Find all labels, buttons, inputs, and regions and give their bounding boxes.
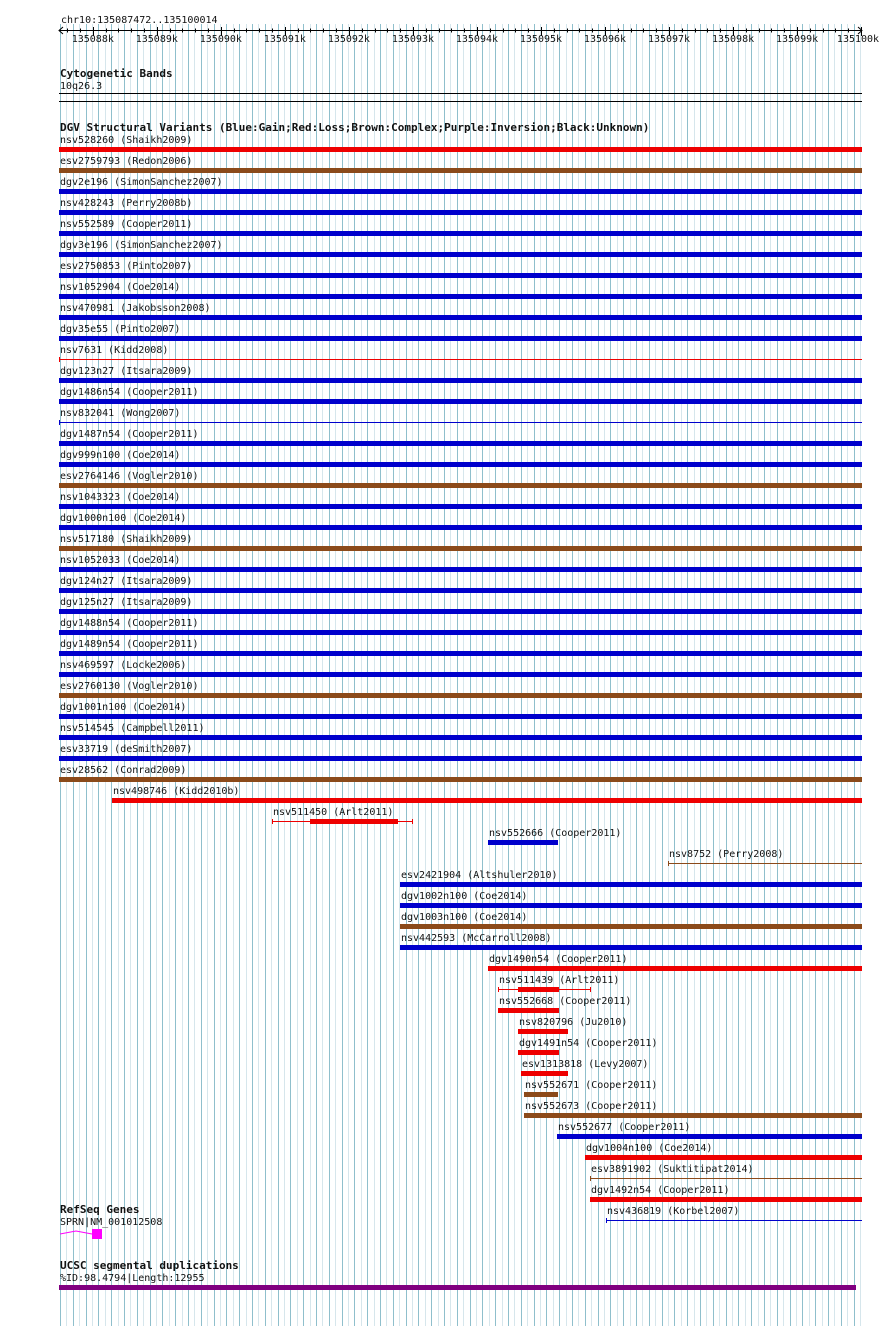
variant-bar[interactable] <box>59 359 862 360</box>
variant-label[interactable]: esv2421904 (Altshuler2010) <box>401 870 558 881</box>
segdup-track-title[interactable]: UCSC segmental duplications <box>60 1259 239 1272</box>
variant-bar[interactable] <box>59 168 862 173</box>
variant-label[interactable]: esv3891902 (Suktitipat2014) <box>591 1164 754 1175</box>
variant-bar[interactable] <box>59 588 862 593</box>
variant-label[interactable]: nsv469597 (Locke2006) <box>60 660 187 671</box>
coordinate-ruler <box>0 0 890 50</box>
cyto-band-bottom-line <box>59 101 862 102</box>
refseq-intron-line <box>60 1231 92 1234</box>
variant-label[interactable]: nsv7631 (Kidd2008) <box>60 345 169 356</box>
ruler-tick-label: 135097k <box>647 34 691 45</box>
variant-label[interactable]: dgv1000n100 (Coe2014) <box>60 513 187 524</box>
variant-bar[interactable] <box>59 399 862 404</box>
variant-label[interactable]: nsv1052904 (Coe2014) <box>60 282 181 293</box>
variant-label[interactable]: nsv1052033 (Coe2014) <box>60 555 181 566</box>
ruler-tick-label: 135099k <box>776 34 819 45</box>
variant-bar[interactable] <box>59 504 862 509</box>
variant-label[interactable]: nsv1043323 (Coe2014) <box>60 492 181 503</box>
variant-label[interactable]: nsv552673 (Cooper2011) <box>525 1101 658 1112</box>
variant-label[interactable]: dgv125n27 (Itsara2009) <box>60 597 193 608</box>
variant-label[interactable]: dgv1486n54 (Cooper2011) <box>60 387 199 398</box>
ruler-tick-label: 135088k <box>71 34 114 45</box>
refseq-track-title[interactable]: RefSeq Genes <box>60 1203 140 1216</box>
variant-label[interactable]: nsv514545 (Campbell2011) <box>60 723 205 734</box>
refseq-gene-label[interactable]: SPRN|NM_001012508 <box>60 1217 163 1228</box>
cyto-band-top-line <box>59 93 862 94</box>
variant-label[interactable]: nsv552671 (Cooper2011) <box>525 1080 658 1091</box>
variant-bar[interactable] <box>524 1113 862 1118</box>
variant-bar[interactable] <box>59 714 862 719</box>
variant-label[interactable]: nsv552668 (Cooper2011) <box>499 996 632 1007</box>
variant-bar[interactable] <box>59 525 862 530</box>
variant-label[interactable]: dgv2e196 (SimonSanchez2007) <box>60 177 223 188</box>
cyto-band-label: 10q26.3 <box>60 81 103 92</box>
variant-bar[interactable] <box>59 609 862 614</box>
variant-bar[interactable] <box>590 1178 862 1179</box>
variant-label[interactable]: esv33719 (deSmith2007) <box>60 744 193 755</box>
variant-bar[interactable] <box>59 252 862 257</box>
ruler-tick-label: 135090k <box>199 34 242 45</box>
variant-bar[interactable] <box>400 924 862 929</box>
variant-bar[interactable] <box>59 630 862 635</box>
variant-bar[interactable] <box>518 1029 568 1034</box>
variant-label[interactable]: dgv3e196 (SimonSanchez2007) <box>60 240 223 251</box>
variant-bar-end-cap <box>590 1176 591 1181</box>
variant-bar[interactable] <box>518 987 559 992</box>
variant-label[interactable]: esv2750853 (Pinto2007) <box>60 261 193 272</box>
variant-label[interactable]: dgv999n100 (Coe2014) <box>60 450 181 461</box>
variant-bar[interactable] <box>59 273 862 278</box>
variant-label[interactable]: nsv552589 (Cooper2011) <box>60 219 193 230</box>
variant-bar[interactable] <box>668 863 862 864</box>
variant-label[interactable]: nsv8752 (Perry2008) <box>669 849 784 860</box>
variant-bar[interactable] <box>59 567 862 572</box>
variant-bar[interactable] <box>498 1008 559 1013</box>
variant-label[interactable]: nsv498746 (Kidd2010b) <box>113 786 240 797</box>
variant-bar[interactable] <box>59 546 862 551</box>
variant-bar[interactable] <box>59 210 862 215</box>
variant-bar[interactable] <box>59 231 862 236</box>
variant-bar[interactable] <box>59 315 862 320</box>
variant-bar[interactable] <box>400 945 862 950</box>
variant-label[interactable]: nsv511439 (Arlt2011) <box>499 975 620 986</box>
variant-label[interactable]: dgv1004n100 (Coe2014) <box>586 1143 713 1154</box>
variant-label[interactable]: dgv1490n54 (Cooper2011) <box>489 954 628 965</box>
variant-bar[interactable] <box>488 840 558 845</box>
variant-bar-end-cap <box>606 1218 607 1223</box>
variant-label[interactable]: nsv832041 (Wong2007) <box>60 408 181 419</box>
variant-label[interactable]: esv1313818 (Levy2007) <box>522 1059 649 1070</box>
variant-bar[interactable] <box>59 735 862 740</box>
segdup-label[interactable]: %ID:98.4794|Length:12955 <box>60 1273 205 1284</box>
variant-bar[interactable] <box>59 189 862 194</box>
ruler-tick-label: 135094k <box>455 34 499 45</box>
variant-label[interactable]: nsv552666 (Cooper2011) <box>489 828 622 839</box>
ruler-tick-label: 135092k <box>327 34 370 45</box>
variant-label[interactable]: nsv517180 (Shaikh2009) <box>60 534 193 545</box>
variant-label[interactable]: dgv1489n54 (Cooper2011) <box>60 639 199 650</box>
variant-bar[interactable] <box>585 1155 862 1160</box>
variant-bar[interactable] <box>521 1071 568 1076</box>
variant-bar-end-cap <box>59 357 60 362</box>
variant-bar-end-cap <box>498 987 499 992</box>
variant-bar-end-cap <box>590 987 591 992</box>
refseq-exon-box <box>92 1229 102 1239</box>
segdup-bar[interactable] <box>59 1285 856 1290</box>
variant-label[interactable]: esv2764146 (Vogler2010) <box>60 471 199 482</box>
variant-bar[interactable] <box>59 672 862 677</box>
cyto-track-title[interactable]: Cytogenetic Bands <box>60 67 173 80</box>
variant-label[interactable]: nsv442593 (McCarroll2008) <box>401 933 552 944</box>
variant-label[interactable]: nsv511450 (Arlt2011) <box>273 807 394 818</box>
variant-label[interactable]: dgv1001n100 (Coe2014) <box>60 702 187 713</box>
variant-bar[interactable] <box>59 147 862 152</box>
variant-label[interactable]: nsv552677 (Cooper2011) <box>558 1122 691 1133</box>
ruler-tick-label: 135095k <box>519 34 563 45</box>
variant-bar[interactable] <box>59 294 862 299</box>
ruler-tick-label: 135100k <box>836 34 880 45</box>
variant-bar[interactable] <box>112 798 862 803</box>
variant-bar[interactable] <box>59 693 862 698</box>
variant-bar-end-cap <box>412 819 413 824</box>
variant-label[interactable]: dgv1003n100 (Coe2014) <box>401 912 528 923</box>
variant-label[interactable]: esv28562 (Conrad2009) <box>60 765 187 776</box>
variant-bar[interactable] <box>59 441 862 446</box>
variant-bar[interactable] <box>310 819 398 824</box>
variant-label[interactable]: dgv35e55 (Pinto2007) <box>60 324 181 335</box>
variant-label[interactable]: dgv123n27 (Itsara2009) <box>60 366 193 377</box>
ruler-tick-label: 135089k <box>135 34 178 45</box>
variant-bar[interactable] <box>59 651 862 656</box>
variant-label[interactable]: esv2759793 (Redon2006) <box>60 156 193 167</box>
variant-bar-end-cap <box>668 861 669 866</box>
ruler-tick-label: 135098k <box>711 34 755 45</box>
variant-bar[interactable] <box>524 1092 558 1097</box>
variant-bar[interactable] <box>488 966 862 971</box>
variant-bar[interactable] <box>400 882 862 887</box>
variant-label[interactable]: dgv1488n54 (Cooper2011) <box>60 618 199 629</box>
dgv-track-title[interactable]: DGV Structural Variants (Blue:Gain;Red:Loss;Brown:Complex;Purple:Inversion;Black:Unknown) <box>60 121 650 134</box>
variant-bar[interactable] <box>557 1134 862 1139</box>
variant-bar[interactable] <box>400 903 862 908</box>
ruler-tick-label: 135093k <box>391 34 434 45</box>
variant-bar[interactable] <box>606 1220 862 1221</box>
ruler-tick-label: 135091k <box>263 34 306 45</box>
variant-label[interactable]: dgv1002n100 (Coe2014) <box>401 891 528 902</box>
variant-bar[interactable] <box>59 462 862 467</box>
variant-label[interactable]: dgv1491n54 (Cooper2011) <box>519 1038 658 1049</box>
variant-bar[interactable] <box>518 1050 559 1055</box>
refseq-gene-glyph[interactable] <box>56 1227 166 1241</box>
ruler-range-label: chr10:135087472..135100014 <box>61 15 218 26</box>
variant-label[interactable]: nsv436819 (Korbel2007) <box>607 1206 740 1217</box>
variant-bar-end-cap <box>272 819 273 824</box>
variant-bar[interactable] <box>59 378 862 383</box>
variant-label[interactable]: dgv1492n54 (Cooper2011) <box>591 1185 730 1196</box>
variant-bar[interactable] <box>590 1197 862 1202</box>
variant-label[interactable]: dgv124n27 (Itsara2009) <box>60 576 193 587</box>
variant-bar[interactable] <box>59 777 862 782</box>
variant-bar[interactable] <box>59 336 862 341</box>
variant-label[interactable]: nsv820796 (Ju2010) <box>519 1017 628 1028</box>
variant-label[interactable]: esv2760130 (Vogler2010) <box>60 681 199 692</box>
variant-bar[interactable] <box>59 756 862 761</box>
variant-bar[interactable] <box>59 422 862 423</box>
variant-label[interactable]: nsv528260 (Shaikh2009) <box>60 135 193 146</box>
variant-label[interactable]: dgv1487n54 (Cooper2011) <box>60 429 199 440</box>
variant-bar[interactable] <box>59 483 862 488</box>
ruler-tick-label: 135096k <box>583 34 627 45</box>
variant-bar-end-cap <box>59 420 60 425</box>
variant-label[interactable]: nsv470981 (Jakobsson2008) <box>60 303 211 314</box>
variant-label[interactable]: nsv428243 (Perry2008b) <box>60 198 193 209</box>
